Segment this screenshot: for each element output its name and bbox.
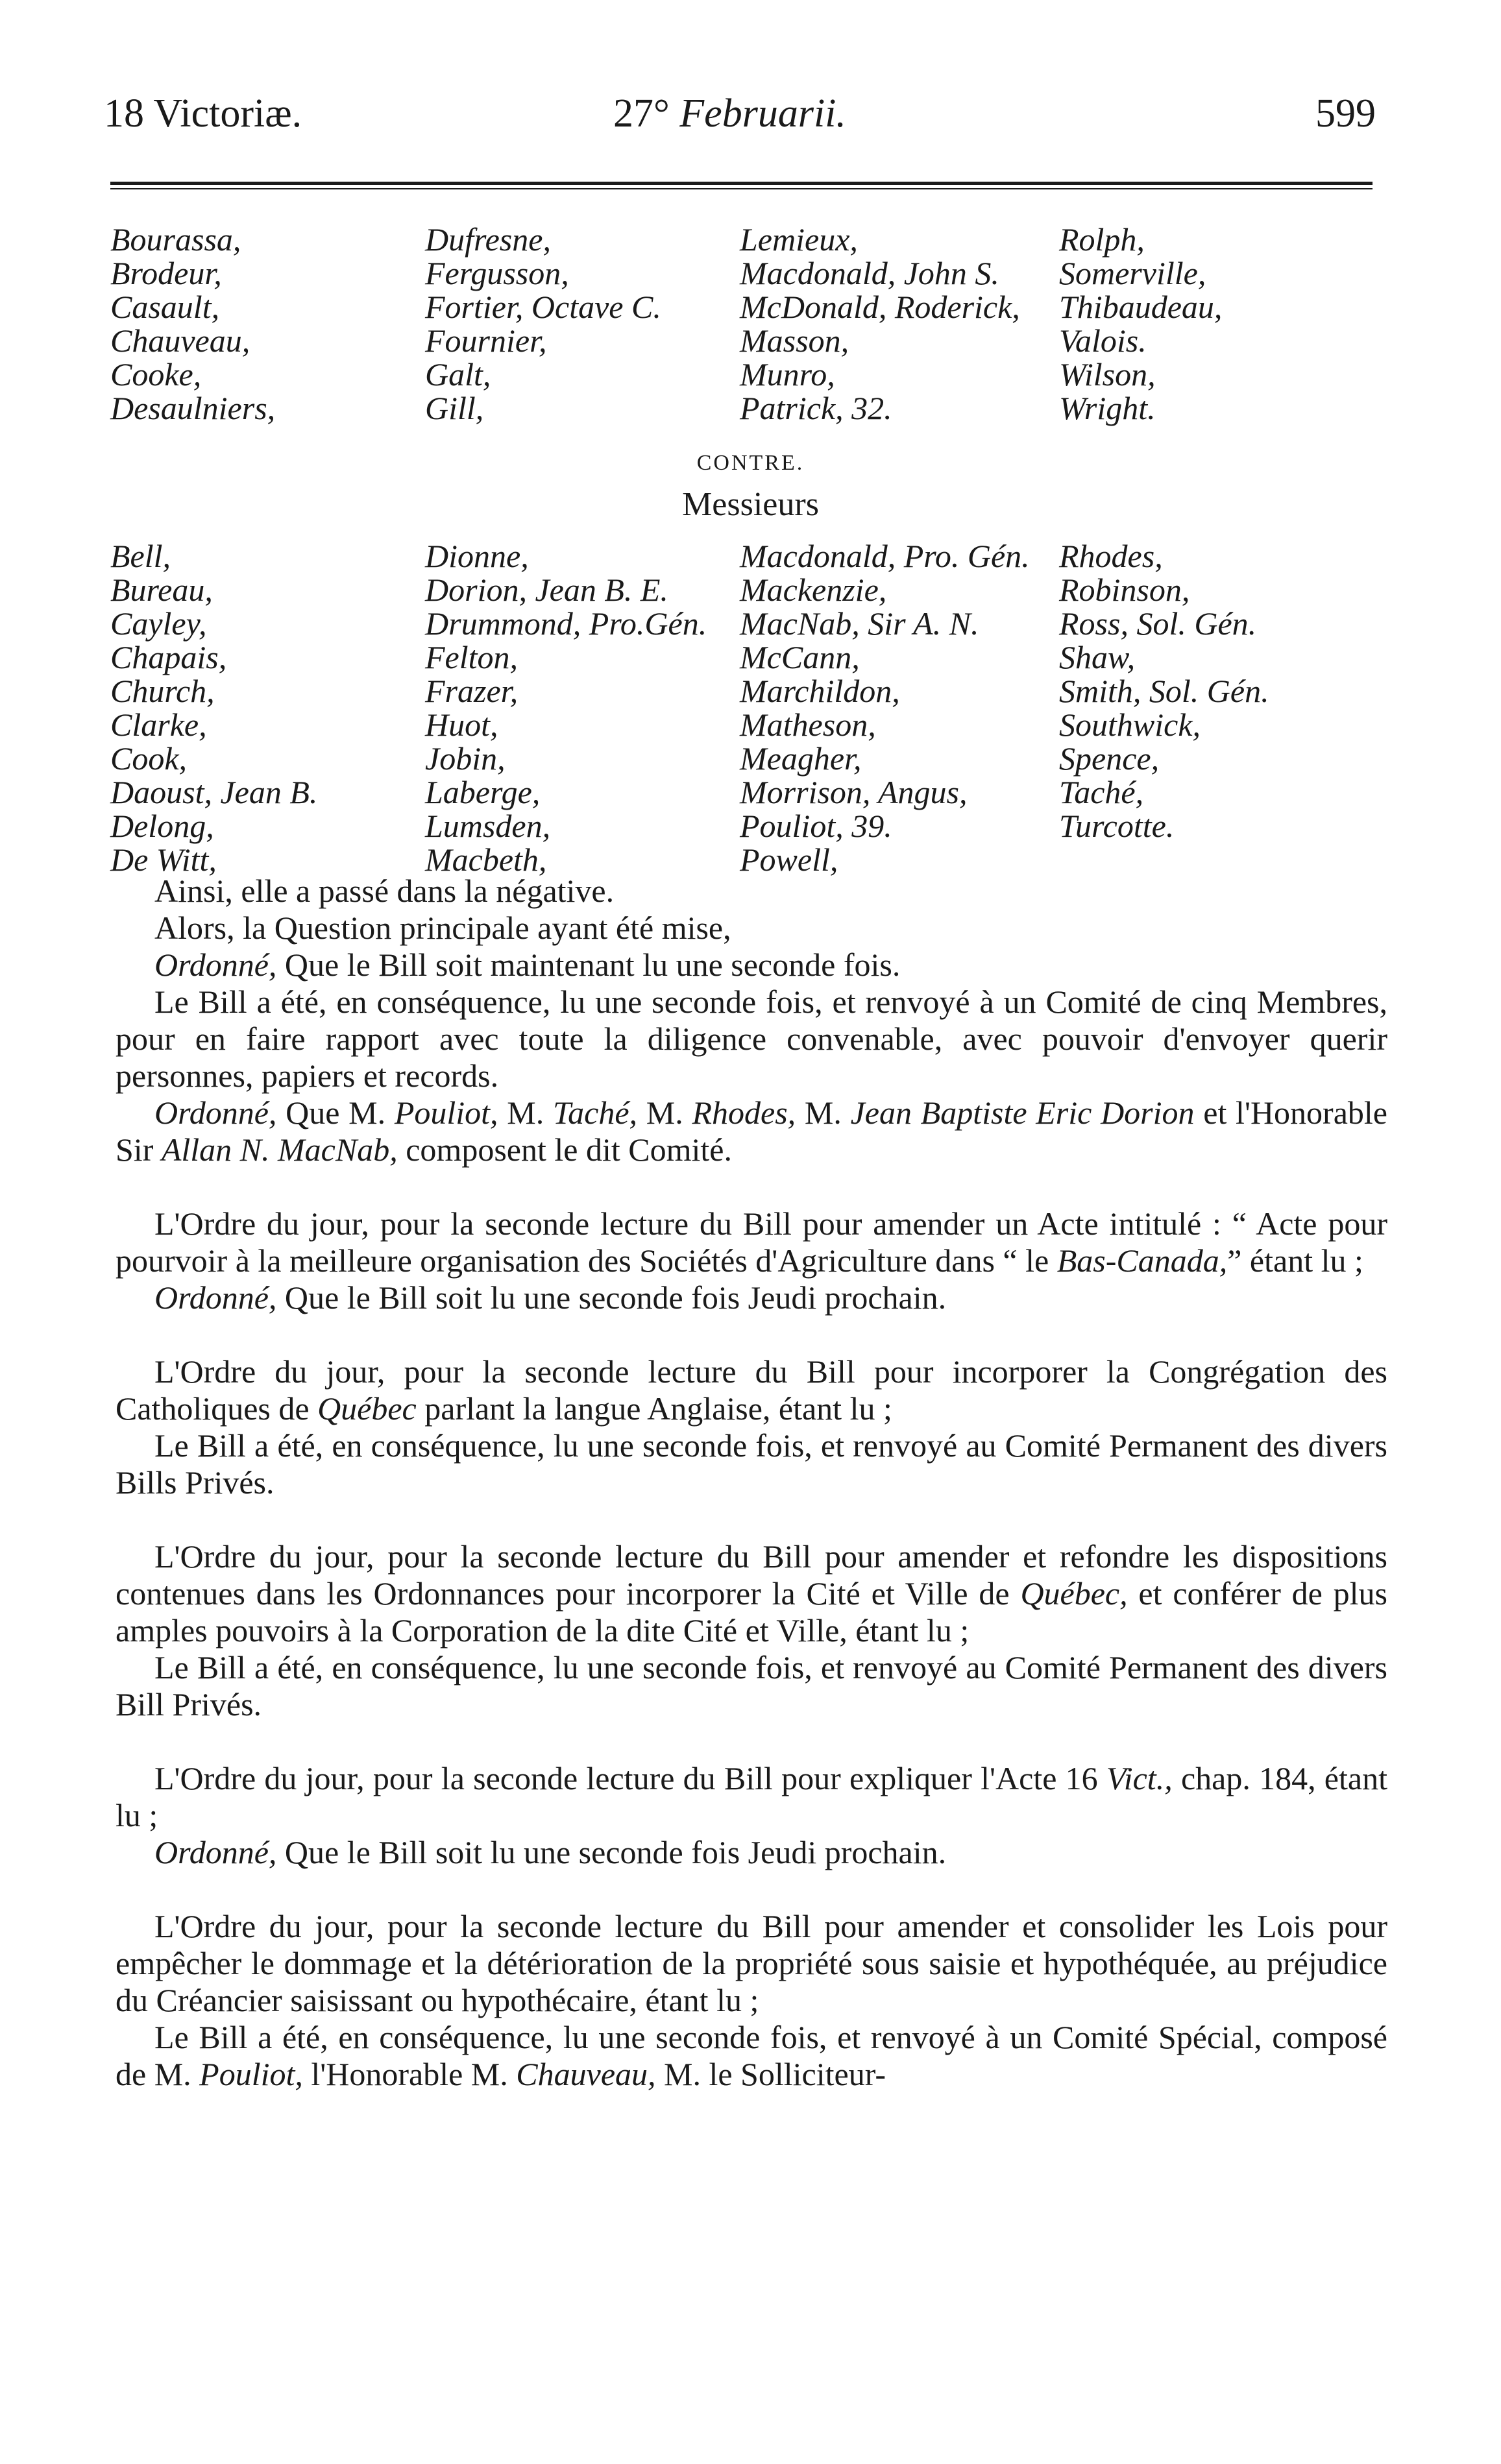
member-name: Valois.	[1059, 322, 1147, 359]
member-name: Church,	[110, 673, 215, 709]
text-run: L'Ordre du jour, pour la seconde lecture du Bill pour amender et consolider les Lois pour empêcher le dommage et la détérioration de la propriété sous saisie et hypothéquée, au préjudice du Créancier saisissant ou hypothécaire, étant lu ;	[116, 1908, 1387, 2018]
member-name: Morrison, Angus,	[740, 774, 968, 810]
paragraph	[116, 1353, 1387, 1427]
member-name: Somerville,	[1059, 255, 1206, 291]
member-name: Clarke,	[110, 707, 207, 743]
member-name: Delong,	[110, 808, 214, 844]
text-run: L'Ordre du jour, pour la seconde lecture du Bill pour expliquer l'Acte 16	[154, 1760, 1106, 1796]
text-run: Que le Bill soit maintenant lu une seconde fois.	[276, 947, 901, 983]
member-name: Fergusson,	[425, 255, 569, 291]
text-run: ” étant lu ;	[1227, 1242, 1363, 1279]
member-name: Dufresne,	[425, 221, 551, 258]
member-name: Mackenzie,	[740, 572, 887, 608]
member-name: Brodeur,	[110, 255, 222, 291]
member-name: Rolph,	[1059, 221, 1145, 258]
text-run: Vict.,	[1106, 1760, 1173, 1796]
member-name: McCann,	[740, 639, 860, 675]
member-name: Chapais,	[110, 639, 227, 675]
text-run: composent le dit Comité.	[397, 1131, 732, 1168]
member-name: Jobin,	[425, 740, 506, 777]
member-name: Masson,	[740, 322, 849, 359]
vote-row	[110, 638, 1382, 675]
vote-row	[110, 672, 1382, 709]
text-run: Ordonné,	[154, 1279, 277, 1316]
contre-heading: CONTRE.	[696, 451, 805, 475]
paragraph	[116, 1279, 1387, 1316]
paragraph	[116, 873, 1387, 910]
member-name: Smith, Sol. Gén.	[1059, 673, 1269, 709]
text-run: chap. 184, étant lu ;	[116, 1760, 1387, 1833]
member-name: Felton,	[425, 639, 519, 675]
member-name: Taché,	[1059, 774, 1144, 810]
text-run: Le Bill a été, en conséquence, lu une seconde fois, et renvoyé au Comité Permanent des divers Bill Privés.	[116, 1649, 1387, 1722]
text-run: Allan N. MacNab,	[161, 1131, 398, 1168]
member-name: Drummond, Pro.Gén.	[425, 605, 707, 642]
text-run: Bas-Canada,	[1056, 1242, 1228, 1279]
text-run: Le Bill a été, en conséquence, lu une seconde fois, et renvoyé à un Comité de cinq Membres, pour en faire rapport avec toute la diligence convenable, avec pouvoir d'envoyer querir personnes, papiers et records.	[116, 984, 1387, 1094]
member-name: Chauveau,	[110, 322, 250, 359]
text-run: M.	[796, 1094, 851, 1131]
member-name: Robinson,	[1059, 572, 1190, 608]
paragraph	[116, 1094, 1387, 1168]
member-name: McDonald, Roderick,	[740, 289, 1020, 325]
text-run: L'Ordre du jour, pour la seconde lecture du Bill pour amender et refondre les dispositions contenues dans les Ordonnances pour incorporer la Cité et Ville de	[116, 1538, 1387, 1612]
vote-row	[110, 706, 1382, 743]
member-name: Lemieux,	[740, 221, 858, 258]
member-name: Pouliot, 39.	[740, 808, 892, 844]
vote-row	[110, 288, 1382, 325]
member-name: Wilson,	[1059, 356, 1156, 393]
member-name: Huot,	[425, 707, 498, 743]
member-name: Bourassa,	[110, 221, 241, 258]
contre-vote-list	[110, 537, 1382, 878]
text-run: Le Bill a été, en conséquence, lu une seconde fois, et renvoyé à un Comité Spécial, composé de M.	[116, 2019, 1387, 2092]
member-name: Gill,	[425, 390, 484, 426]
member-name: Bureau,	[110, 572, 213, 608]
header-day: 27°	[613, 91, 680, 136]
paragraph	[116, 1649, 1387, 1723]
vote-row	[110, 571, 1382, 608]
paragraph	[116, 1538, 1387, 1649]
paragraph	[116, 910, 1387, 947]
vote-row	[110, 221, 1382, 258]
member-name: Bell,	[110, 538, 171, 574]
paragraph	[116, 1834, 1387, 1871]
member-name: Daoust, Jean B.	[110, 774, 318, 810]
header-rule-thick	[110, 182, 1373, 185]
paragraph	[116, 947, 1387, 984]
text-run: M.	[498, 1094, 553, 1131]
paragraph	[116, 1427, 1387, 1501]
member-name: Cayley,	[110, 605, 207, 642]
text-run: Pouliot,	[199, 2056, 303, 2092]
member-name: Spence,	[1059, 740, 1160, 777]
text-run: L'Ordre du jour, pour la seconde lecture du Bill pour incorporer la Congrégation des Catholiques de	[116, 1353, 1387, 1427]
member-name: Ross, Sol. Gén.	[1059, 605, 1257, 642]
header-session: 18 Victoriæ.	[104, 91, 302, 136]
member-name: Lumsden,	[425, 808, 551, 844]
header-date	[613, 91, 846, 137]
vote-row	[110, 322, 1382, 359]
text-run: Taché,	[552, 1094, 638, 1131]
text-run: Ainsi, elle a passé dans la négative.	[154, 873, 615, 909]
member-name: Turcotte.	[1059, 808, 1175, 844]
member-name: Laberge,	[425, 774, 541, 810]
member-name: Casault,	[110, 289, 220, 325]
vote-row	[110, 841, 1382, 878]
paragraph	[116, 1908, 1387, 2019]
text-run: Chauveau,	[516, 2056, 656, 2092]
text-run: Que le Bill soit lu une seconde fois Jeudi prochain.	[276, 1834, 947, 1870]
member-name: Meagher,	[740, 740, 862, 777]
member-name: Dorion, Jean B. E.	[425, 572, 668, 608]
vote-row	[110, 254, 1382, 291]
member-name: Macdonald, John S.	[740, 255, 999, 291]
member-name: Patrick, 32.	[740, 390, 892, 426]
page-number: 599	[1315, 91, 1376, 136]
messieurs-heading: Messieurs	[682, 486, 819, 523]
text-run: Rhodes,	[692, 1094, 796, 1131]
member-name: Frazer,	[425, 673, 519, 709]
member-name: Powell,	[740, 841, 838, 878]
journal-body-text	[116, 873, 1387, 2093]
text-run: M. le Solliciteur-	[655, 2056, 886, 2092]
member-name: Munro,	[740, 356, 835, 393]
text-run: Ordonné,	[154, 1094, 277, 1131]
header-month: Februarii.	[679, 91, 846, 136]
member-name: Cook,	[110, 740, 188, 777]
text-run: M.	[637, 1094, 692, 1131]
member-name: Macdonald, Pro. Gén.	[740, 538, 1030, 574]
vote-row	[110, 807, 1382, 844]
paragraph	[116, 1205, 1387, 1279]
text-run: Ordonné,	[154, 1834, 277, 1870]
vote-row	[110, 389, 1382, 426]
text-run: Québec,	[1020, 1575, 1128, 1612]
member-name: MacNab, Sir A. N.	[740, 605, 979, 642]
member-name: Marchildon,	[740, 673, 900, 709]
member-name: Wright.	[1059, 390, 1156, 426]
text-run: et conférer de plus amples pouvoirs à la Corporation de la dite Cité et Ville, étant lu ;	[116, 1575, 1388, 1649]
vote-row	[110, 356, 1382, 393]
member-name: Cooke,	[110, 356, 202, 393]
member-name: Dionne,	[425, 538, 529, 574]
member-name: Southwick,	[1059, 707, 1201, 743]
member-name: Thibaudeau,	[1059, 289, 1223, 325]
text-run: Le Bill a été, en conséquence, lu une seconde fois, et renvoyé au Comité Permanent des divers Bills Privés.	[116, 1427, 1387, 1501]
member-name: De Witt,	[110, 841, 217, 878]
paragraph	[116, 984, 1387, 1094]
member-name: Macbeth,	[425, 841, 547, 878]
text-run: Ordonné,	[154, 947, 277, 983]
vote-row	[110, 773, 1382, 810]
text-run: Jean Baptiste Eric Dorion	[850, 1094, 1195, 1131]
member-name: Fournier,	[425, 322, 547, 359]
text-run: et l'Honorable Sir	[116, 1094, 1387, 1168]
text-run: L'Ordre du jour, pour la seconde lecture du Bill pour amender un Acte intitulé : “ Acte pour pourvoir à la meilleure organisation des Sociétés d'Agriculture dans “ le	[116, 1205, 1387, 1279]
vote-row	[110, 537, 1382, 574]
member-name: Rhodes,	[1059, 538, 1163, 574]
text-run: Alors, la Question principale ayant été mise,	[154, 910, 731, 946]
member-name: Desaulniers,	[110, 390, 276, 426]
text-run: Pouliot,	[394, 1094, 498, 1131]
member-name: Fortier, Octave C.	[425, 289, 661, 325]
paragraph	[116, 1760, 1387, 1834]
member-name: Matheson,	[740, 707, 876, 743]
header-rule-thin	[110, 188, 1373, 189]
member-name: Galt,	[425, 356, 491, 393]
text-run: parlant la langue Anglaise, étant lu ;	[416, 1390, 892, 1427]
vote-row	[110, 740, 1382, 777]
paragraph	[116, 2019, 1387, 2093]
running-header	[104, 91, 1376, 143]
text-run: l'Honorable M.	[302, 2056, 517, 2092]
text-run: Que M.	[276, 1094, 395, 1131]
pour-vote-list	[110, 221, 1382, 426]
member-name: Shaw,	[1059, 639, 1136, 675]
text-run: Que le Bill soit lu une seconde fois Jeudi prochain.	[276, 1279, 947, 1316]
vote-row	[110, 605, 1382, 642]
text-run: Québec	[317, 1390, 417, 1427]
